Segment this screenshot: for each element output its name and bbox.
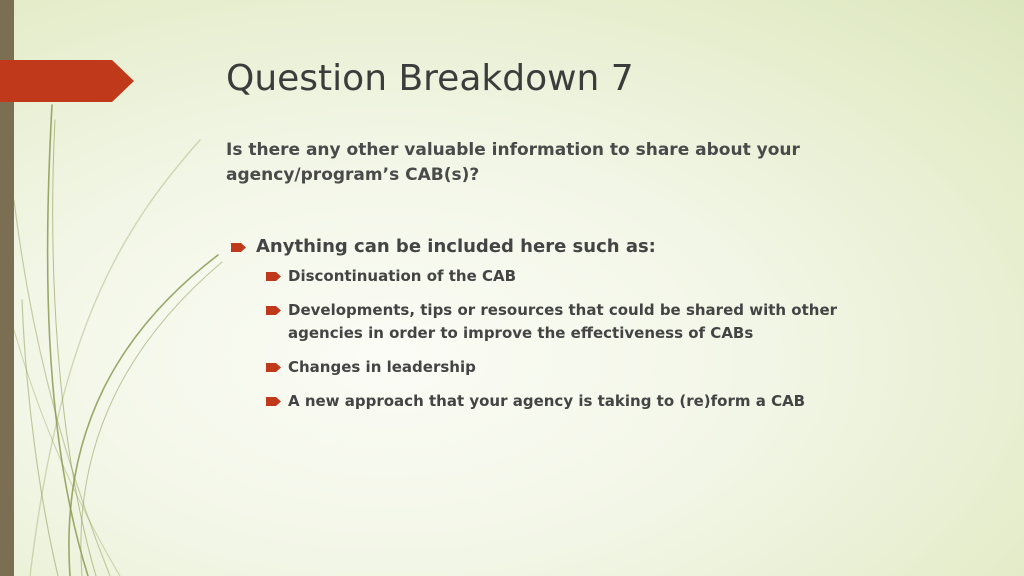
sub-bullet-item — [256, 265, 908, 288]
main-bullet-item — [226, 234, 946, 413]
sub-bullet-text: A new approach that your agency is taking to (re)form a CAB — [288, 392, 806, 410]
title-arrow-marker-icon — [0, 60, 134, 102]
sub-bullet-text: Developments, tips or resources that could be shared with other agencies in order to improve the effectiveness of CABs — [288, 301, 838, 342]
sub-bullet-item — [256, 356, 908, 379]
sub-bullet-item — [256, 299, 908, 345]
bullet-list — [226, 234, 946, 424]
arrow-bullet-icon — [266, 363, 281, 372]
sub-bullet-item — [256, 390, 908, 413]
arrow-bullet-icon — [231, 243, 246, 252]
arrow-bullet-icon — [266, 306, 281, 315]
slide-title: Question Breakdown 7 — [226, 58, 634, 99]
sub-bullet-text: Discontinuation of the CAB — [288, 267, 517, 285]
sub-bullet-list — [256, 265, 946, 413]
main-bullet-text: Anything can be included here such as: — [256, 236, 656, 257]
arrow-bullet-icon — [266, 272, 281, 281]
question-text: Is there any other valuable information to share about your agency/program’s CAB(s)? — [226, 140, 800, 185]
arrow-bullet-icon — [266, 397, 281, 406]
sub-bullet-text: Changes in leadership — [288, 358, 476, 376]
